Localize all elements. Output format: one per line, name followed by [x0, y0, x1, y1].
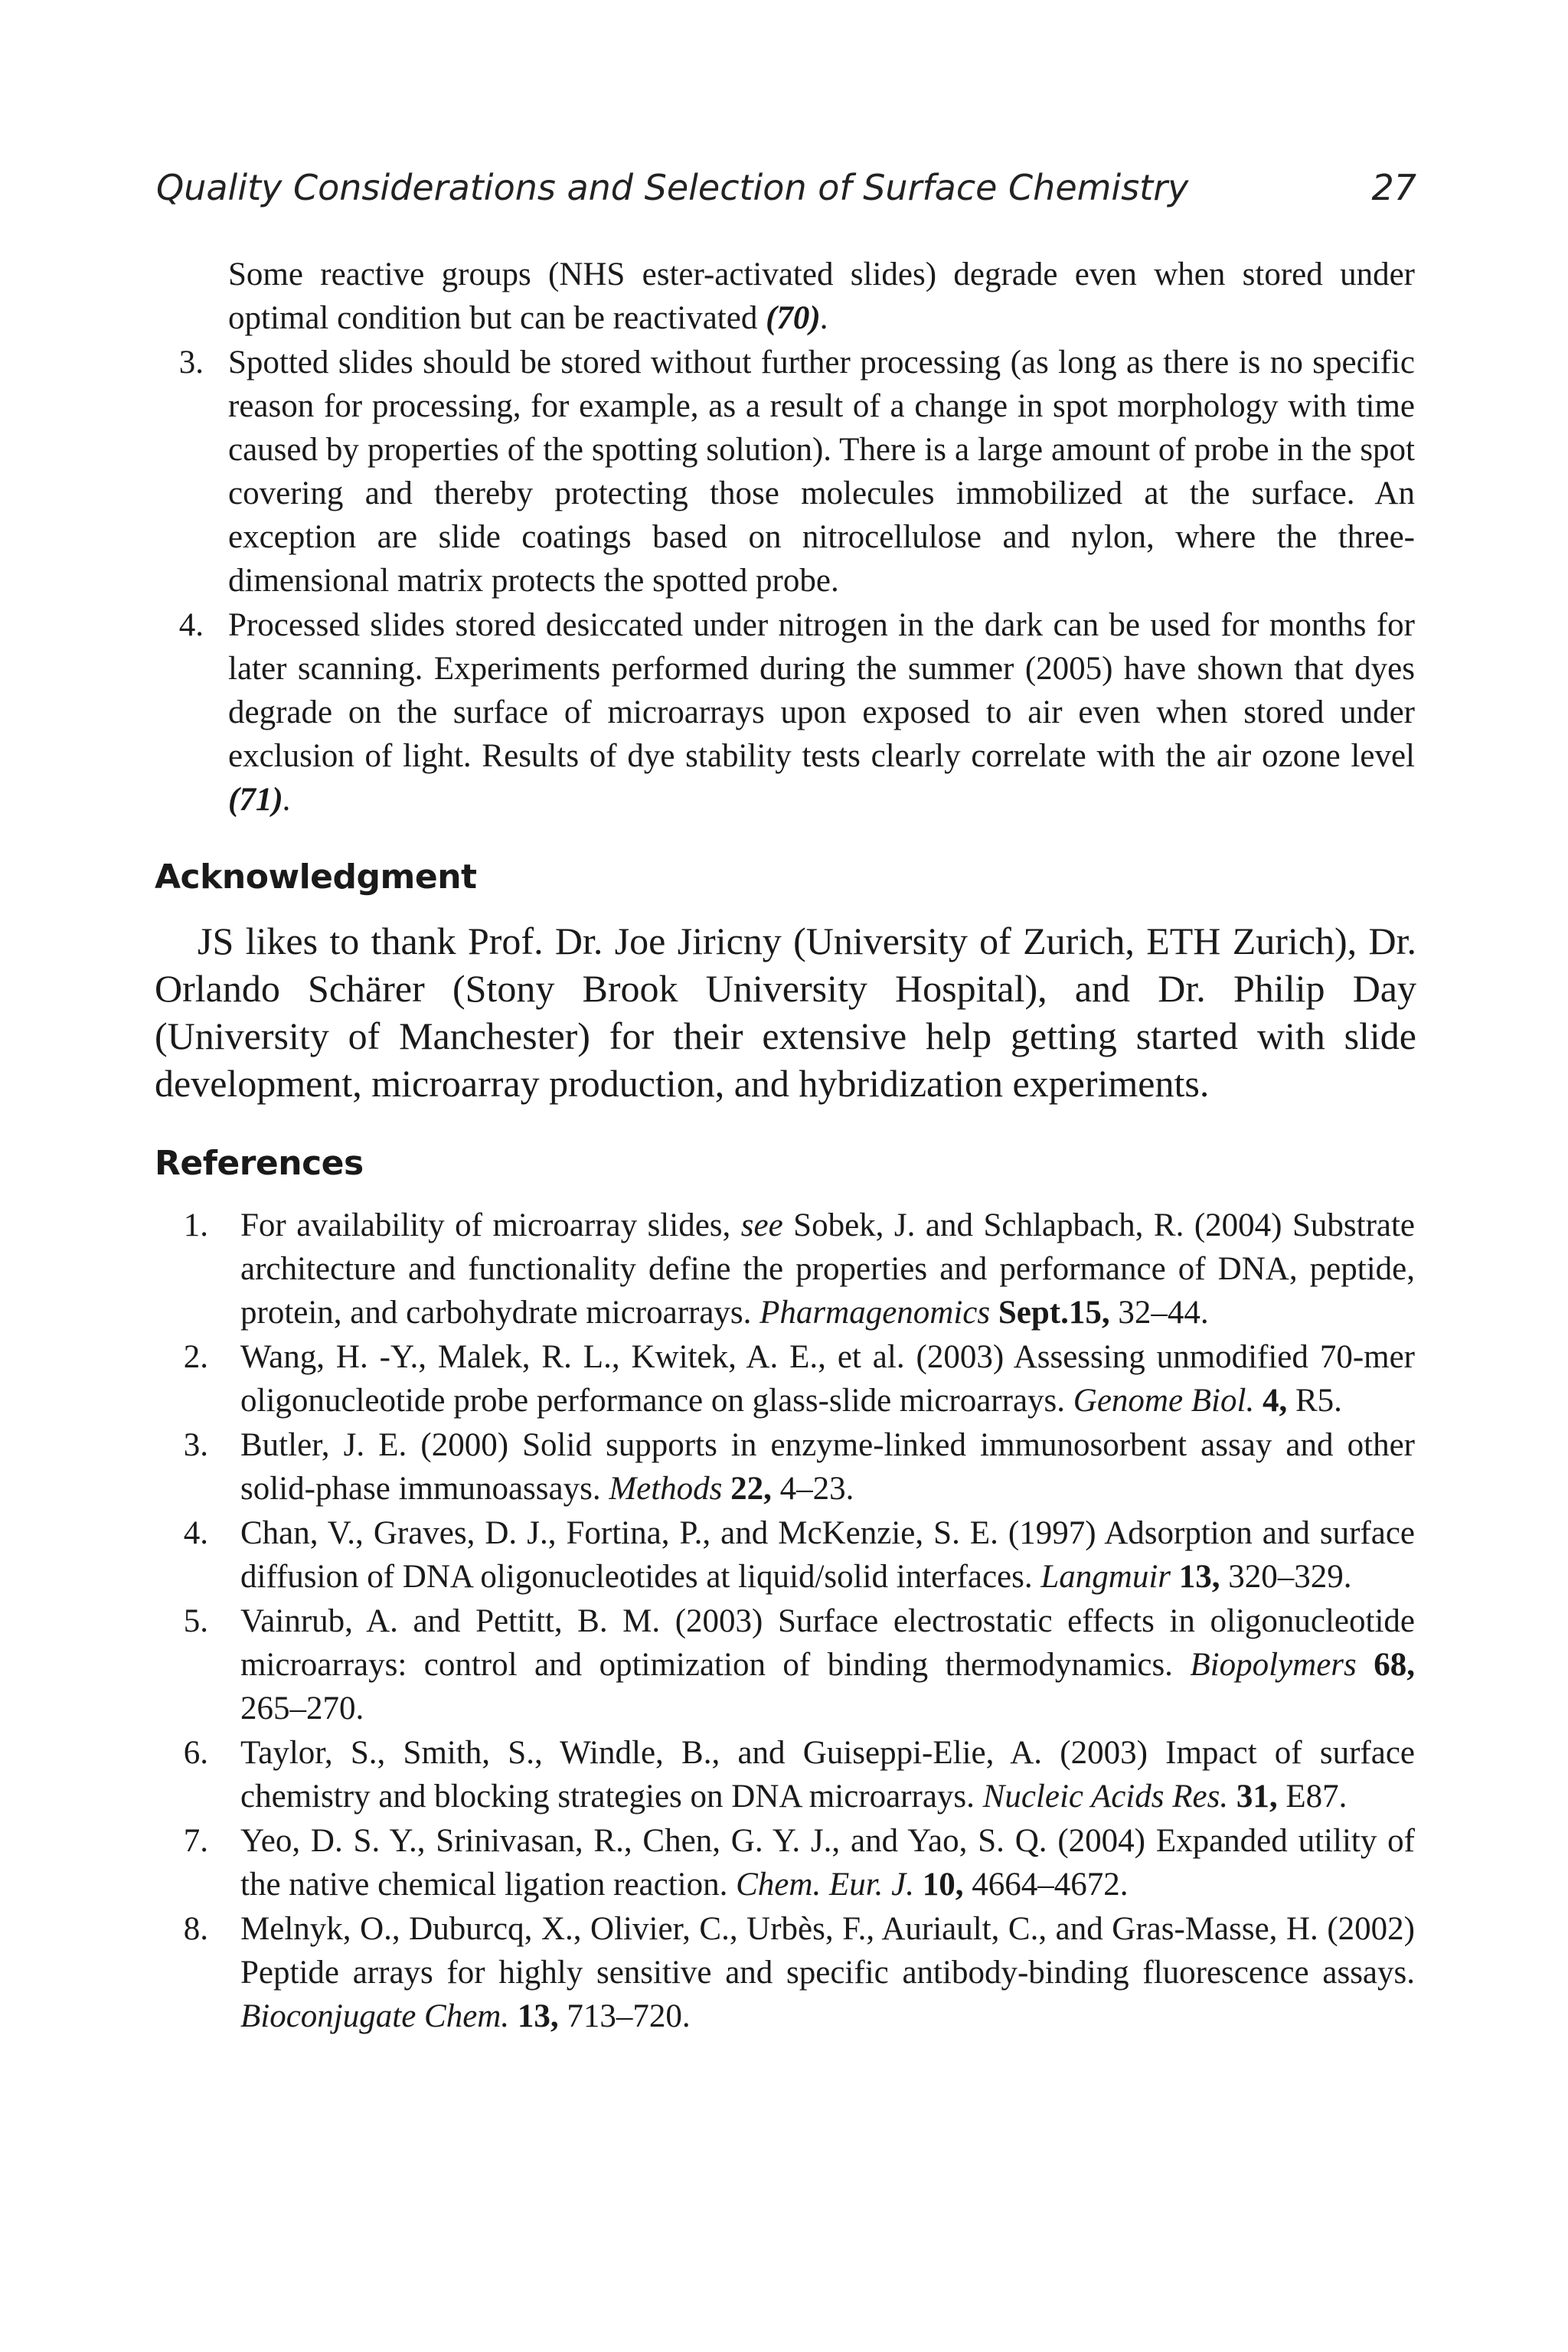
text-run: 713–720.: [558, 1998, 691, 2034]
list-item-text: [228, 341, 1415, 603]
italic-run: Pharmagenomics: [760, 1295, 991, 1331]
list-item-4: [0, 603, 1568, 822]
list-item-2-continuation: [0, 253, 1568, 340]
italic-run: Biopolymers: [1190, 1647, 1357, 1683]
text-run: Butler, J. E. (2000) Solid supports in enzyme-linked immunosorbent assay and other solid-phase immunoassays.: [240, 1427, 1415, 1507]
reference-item-5: [0, 1599, 1568, 1730]
italic-run: .: [820, 300, 829, 336]
text-run: Chan, V., Graves, D. J., Fortina, P., and McKenzie, S. E. (1997) Adsorption and surface diffusion of DNA oligonucleotides at liquid/solid interfaces.: [240, 1515, 1415, 1595]
text-run: R5.: [1287, 1383, 1342, 1419]
italic-run: Methods: [609, 1471, 723, 1507]
text-run: [914, 1867, 923, 1903]
text-run: 4–23.: [771, 1471, 854, 1507]
reference-item-3: [0, 1423, 1568, 1511]
bold-run: 13,: [1178, 1559, 1220, 1595]
list-item-number: 1.: [183, 1207, 208, 1243]
italic-run: Bioconjugate Chem.: [240, 1998, 510, 2034]
reference-item-4: [0, 1511, 1568, 1599]
list-item-number: 8.: [183, 1911, 208, 1947]
list-item-number: 4.: [183, 1515, 208, 1551]
bold-italic-run: (71): [228, 782, 283, 818]
text-run: 4664–4672.: [963, 1867, 1129, 1903]
list-item-text: [240, 1819, 1415, 1906]
text-run: Yeo, D. S. Y., Srinivasan, R., Chen, G. Y. J., and Yao, S. Q. (2004) Expanded utility of the native chemical ligation reaction.: [240, 1823, 1415, 1903]
bold-run: 4,: [1262, 1383, 1288, 1419]
reference-item-1: [0, 1204, 1568, 1334]
emphasis-run: [766, 300, 821, 336]
italic-run: see: [740, 1207, 783, 1243]
text-run: [722, 1471, 730, 1507]
bold-run: 68,: [1374, 1647, 1415, 1683]
text-run: [1228, 1779, 1236, 1815]
reference-item-2: [0, 1335, 1568, 1423]
bold-run: 31,: [1236, 1779, 1278, 1815]
list-item-text: [240, 1731, 1415, 1818]
list-item-number: 5.: [183, 1603, 208, 1639]
italic-run: Chem. Eur. J.: [736, 1867, 915, 1903]
text-run: [1357, 1647, 1374, 1683]
text-run: Sobek, J. and Schlapbach, R. (2004) Substrate architecture and functionality define the properties and performance of DNA, peptide, protein, and carbohydrate microarrays.: [240, 1207, 1416, 1331]
list-item-number: 7.: [183, 1823, 208, 1859]
list-item-number: 6.: [183, 1735, 208, 1771]
text-run: E87.: [1277, 1779, 1348, 1815]
text-run: Processed slides stored desiccated under nitrogen in the dark can be used for months for later scanning. Experiments performed during the summer (2005) have shown that dyes degrade on the surface of microarrays upon exposed to air even when stored under exclusion of light. Results of dye stability tests clearly correlate with the air ozone level: [228, 607, 1415, 774]
text-run: Melnyk, O., Duburcq, X., Olivier, C., Urbès, F., Auriault, C., and Gras-Masse, H. (2002) Peptide arrays for highly sensitive and specific antibody-binding fluorescence assays.: [240, 1911, 1415, 1991]
references-heading: References: [155, 1144, 364, 1183]
text-run: Taylor, S., Smith, S., Windle, B., and Guiseppi-Elie, A. (2003) Impact of surface chemistry and blocking strategies on DNA microarrays.: [240, 1735, 1415, 1815]
text-run: Some reactive groups (NHS ester-activated slides) degrade even when stored under optimal condition but can be reactivated: [228, 256, 1415, 336]
text-run: 32–44.: [1109, 1295, 1209, 1331]
text-run: 320–329.: [1220, 1559, 1352, 1595]
text-run: For availability of microarray slides,: [240, 1207, 741, 1243]
italic-run: Langmuir: [1040, 1559, 1171, 1595]
running-head-title: Quality Considerations and Selection of Surface Chemistry: [156, 167, 1189, 208]
text-run: Vainrub, A. and Pettitt, B. M. (2003) Surface electrostatic effects in oligonucleotide microarrays: control and optimization of binding thermodynamics.: [240, 1603, 1415, 1683]
bold-run: 13,: [517, 1998, 559, 2034]
reference-item-7: [0, 1819, 1568, 1906]
text-run: [990, 1295, 998, 1331]
emphasis-run: [228, 782, 283, 818]
running-head: [156, 167, 1416, 220]
bold-run: 10,: [922, 1867, 964, 1903]
list-item-number: 2.: [183, 1339, 208, 1375]
continued-list: [0, 253, 1568, 822]
list-item-text: [240, 1907, 1415, 2038]
reference-item-6: [0, 1731, 1568, 1818]
list-item-number: 3.: [183, 1427, 208, 1463]
list-item-text: [240, 1423, 1415, 1511]
italic-run: Nucleic Acids Res.: [982, 1779, 1229, 1815]
italic-run: .: [283, 782, 292, 818]
list-item-number: 3.: [178, 345, 204, 381]
italic-run: Genome Biol.: [1073, 1383, 1255, 1419]
text-run: [1254, 1383, 1263, 1419]
list-item-text: [240, 1335, 1415, 1423]
acknowledgment-heading: Acknowledgment: [155, 858, 477, 897]
text-run: Wang, H. -Y., Malek, R. L., Kwitek, A. E., et al. (2003) Assessing unmodified 70-mer oligonucleotide probe performance on glass-slide microarrays.: [240, 1339, 1415, 1419]
list-item-text: [228, 253, 1415, 340]
text-run: 265–270.: [240, 1690, 364, 1726]
acknowledgment-text: JS likes to thank Prof. Dr. Joe Jiricny (University of Zurich, ETH Zurich), Dr. Orlando Schärer (Stony Brook University Hospital), and Dr. Philip Day (University of Manchester) for their extensive help getting started with slide development, microarray production, and hybridization experiments.: [155, 920, 1416, 1105]
bold-run: 22,: [730, 1471, 772, 1507]
bold-italic-run: (70): [766, 300, 821, 336]
list-item-number: 4.: [178, 607, 204, 643]
list-item-3: [0, 341, 1568, 603]
list-item-text: [240, 1204, 1415, 1334]
bold-run: Sept.15,: [998, 1295, 1110, 1331]
reference-item-8: [0, 1907, 1568, 2038]
text-run: [1171, 1559, 1179, 1595]
list-item-text: [240, 1599, 1415, 1730]
continued-list-items: [0, 341, 1568, 822]
list-item-text: [240, 1511, 1415, 1599]
references-list: [0, 1204, 1568, 2039]
text-run: Spotted slides should be stored without further processing (as long as there is no specific reason for processing, for example, as a result of a change in spot morphology with time caused by properties of the spotting solution). There is a large amount of probe in the spot covering and thereby protecting those molecules immobilized at the surface. An exception are slide coatings based on nitrocellulose and nylon, where the three-dimensional matrix protects the spotted probe.: [228, 345, 1415, 599]
page-number: 27: [1371, 167, 1416, 208]
text-run: [509, 1998, 518, 2034]
list-item-text: [228, 603, 1415, 822]
